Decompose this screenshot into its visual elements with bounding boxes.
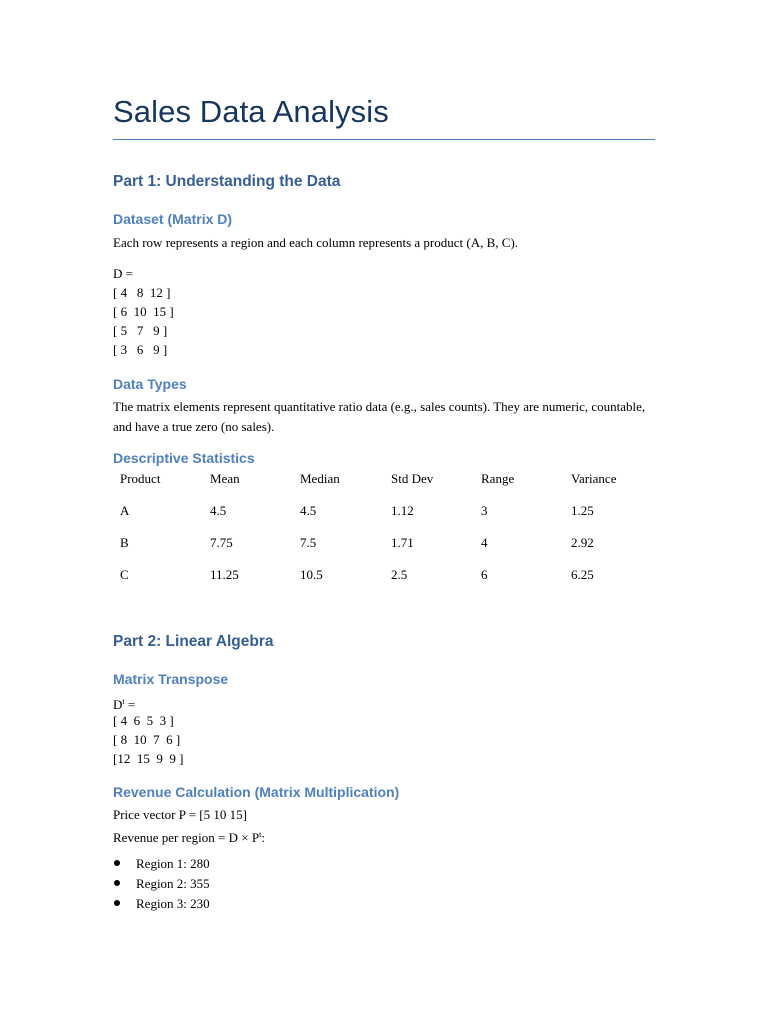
- table-cell: C: [120, 567, 129, 582]
- table-cell: 4.5: [300, 503, 317, 518]
- data-types-heading: Data Types: [113, 376, 187, 392]
- transpose-heading: Matrix Transpose: [113, 671, 229, 687]
- transpose-superscript: t: [122, 697, 125, 706]
- table-cell: 11.25: [210, 567, 239, 582]
- column-header-range: Range: [481, 471, 515, 486]
- table-cell: 2.92: [571, 535, 594, 550]
- column-header-variance: Variance: [571, 471, 617, 486]
- revenue-formula: [113, 825, 265, 847]
- matrix-d-row: [ 3 6 9 ]: [113, 342, 168, 357]
- part1-heading: Part 1: Understanding the Data: [113, 173, 341, 190]
- dataset-heading: Dataset (Matrix D): [113, 211, 233, 227]
- matrix-d-row: [ 6 10 15 ]: [113, 304, 174, 319]
- table-cell: 7.75: [210, 535, 233, 550]
- revenue-formula-superscript: t: [259, 830, 262, 839]
- part2-heading: Part 2: Linear Algebra: [113, 633, 274, 650]
- table-row: [113, 503, 655, 523]
- matrix-d-row: [ 5 7 9 ]: [113, 323, 168, 338]
- transpose-row: [ 8 10 7 6 ]: [113, 732, 181, 747]
- bullet-icon: [114, 880, 120, 886]
- list-item: [113, 876, 413, 895]
- list-item: [113, 856, 413, 875]
- transpose-row: [12 15 9 9 ]: [113, 751, 184, 766]
- transpose-label-equals: =: [124, 697, 136, 712]
- revenue-formula-colon: :: [261, 830, 265, 845]
- table-cell: 3: [481, 503, 488, 518]
- data-types-text: The matrix elements represent quantitative ratio data (e.g., sales counts). They are numeric, countable, and have a true zero (no sales).: [113, 399, 646, 434]
- table-cell: 6.25: [571, 567, 594, 582]
- table-cell: 10.5: [300, 567, 323, 582]
- dataset-description: Each row represents a region and each column represents a product (A, B, C).: [113, 235, 519, 250]
- list-item-text: Region 1: 280: [136, 856, 210, 871]
- title-underline: [113, 139, 655, 140]
- bullet-icon: [114, 900, 120, 906]
- table-cell: 4: [481, 535, 488, 550]
- table-row: [113, 567, 655, 587]
- table-cell: 4.5: [210, 503, 227, 518]
- column-header-median: Median: [300, 471, 340, 486]
- table-cell: B: [120, 535, 129, 550]
- table-cell: 2.5: [391, 567, 408, 582]
- column-header-product: Product: [120, 471, 161, 486]
- transpose-row: [ 4 6 5 3 ]: [113, 713, 174, 728]
- table-cell: 1.12: [391, 503, 414, 518]
- table-cell: 1.25: [571, 503, 594, 518]
- list-item: [113, 896, 413, 915]
- table-cell: 6: [481, 567, 488, 582]
- list-item-text: Region 3: 230: [136, 896, 210, 911]
- column-header-mean: Mean: [210, 471, 240, 486]
- column-header-std-dev: Std Dev: [391, 471, 434, 486]
- table-cell: 7.5: [300, 535, 317, 550]
- price-vector-text: Price vector P = [5 10 15]: [113, 807, 247, 822]
- matrix-d-row: [ 4 8 12 ]: [113, 285, 171, 300]
- table-header-row: [113, 471, 655, 491]
- document-title: Sales Data Analysis: [113, 94, 389, 129]
- table-cell: 1.71: [391, 535, 414, 550]
- matrix-d-label: D =: [113, 266, 133, 281]
- bullet-icon: [114, 860, 120, 866]
- table-cell: A: [120, 503, 130, 518]
- list-item-text: Region 2: 355: [136, 876, 210, 891]
- descriptive-stats-heading: Descriptive Statistics: [113, 450, 255, 466]
- revenue-heading: Revenue Calculation (Matrix Multiplication): [113, 784, 400, 800]
- transpose-label-base: D: [113, 697, 123, 712]
- table-row: [113, 535, 655, 555]
- revenue-formula-base: Revenue per region = D × P: [113, 830, 260, 845]
